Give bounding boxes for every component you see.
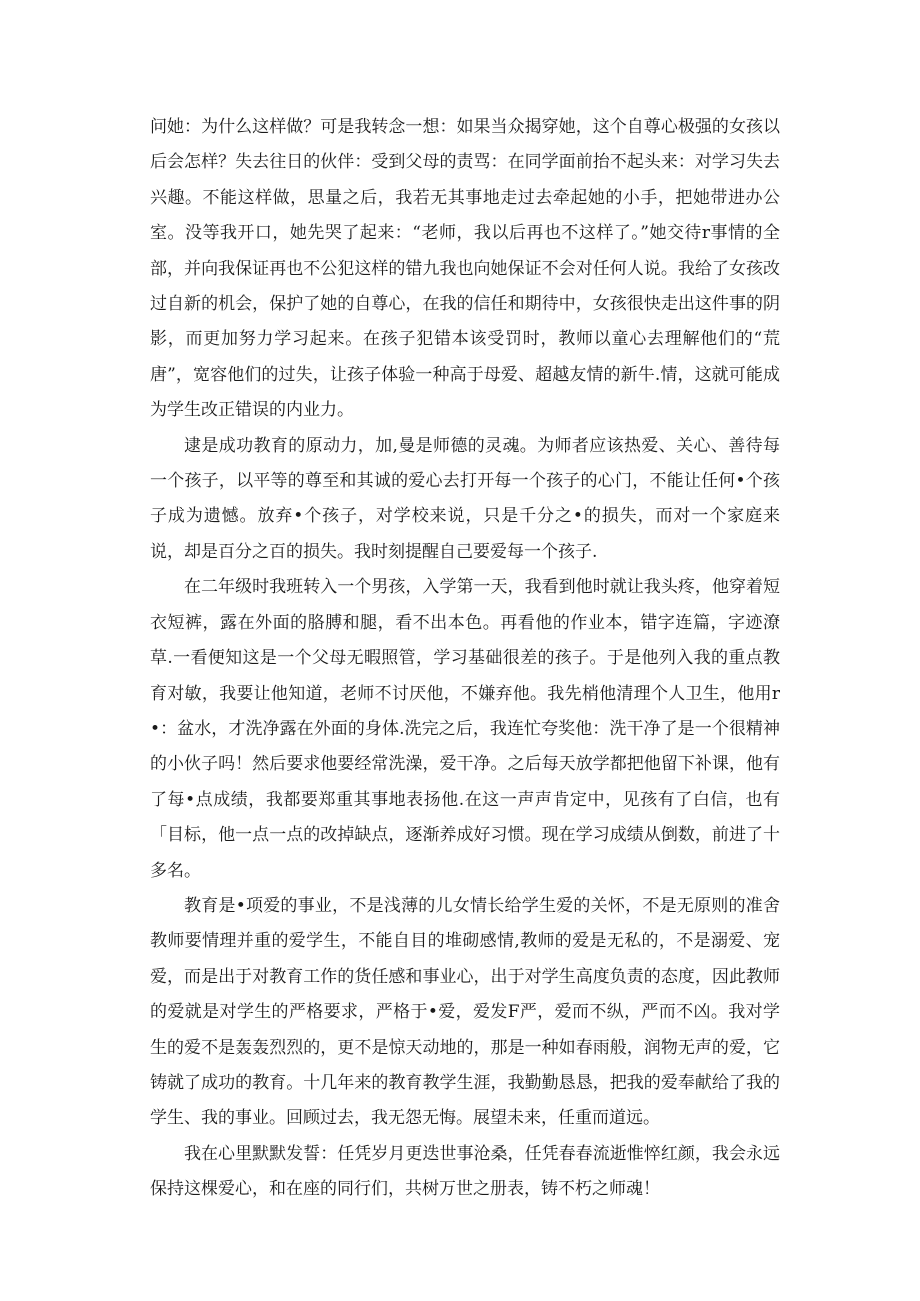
paragraph-5: 我在心里默默发誓：任凭岁月更迭世事沧桑，任凭春春流逝惟悴红颜，我会永远保持这棵爱心，和在座的同行们，共树万世之册表，铸不朽之师魂！ (150, 1143, 780, 1200)
document-body (150, 110, 780, 1208)
paragraph-3: 在二年级时我班转入一个男孩，入学第一天，我看到他时就让我头疼，他穿着短衣短裤，露在外面的胳膊和腿，看不出本色。再看他的作业本，错字连篇，字迹潦草.一看便知这是一个父母无暇照管，学习基础很差的孩子。于是他列入我的重点教育对敏，我要让他知道，老师不讨厌他，不嫌弃他。我先梢他清理个人卫生，他用r•：盆水，才洗净露在外面的身体.洗完之后，我连忙夸奖他：洗干净了是一个很精神的小伙子吗！然后要求他要经常洗澡，爱干净。之后每天放学都把他留下补课，他有了每•点成绩，我都要郑重其事地表扬他.在这一声声肯定中，见孩有了白信，也有「目标，他一点一点的改掉缺点，逐渐养成好习惯。现在学习成绩从倒数，前进了十多名。 (150, 577, 780, 881)
paragraph-2: 逮是成功教育的原动力，加,曼是师德的灵魂。为师者应该热爱、关心、善待每一个孩子，以平等的尊至和其诚的爱心去打开每一个孩子的心门，不能让任何•个孩子成为遗憾。放弃•个孩子，对学校来说，只是千分之•的损失，而对一个家庭来说，却是百分之百的损失。我时刻提醒自己要爱每一个孩子. (150, 435, 780, 562)
paragraph-1: 问她：为什么这样做？可是我转念一想：如果当众揭穿她，这个自尊心极强的女孩以后会怎样？失去往日的伙伴：受到父母的责骂：在同学面前抬不起头来：对学习失去兴趣。不能这样做，思量之后，我若无其事地走过去牵起她的小手，把她带进办公室。没等我开口，她先哭了起来：“老师，我以后再也不这样了。”她交待r事情的全部，并向我保证再也不公犯这样的错九我也向她保证不会对任何人说。我给了女孩改过自新的机会，保护了她的自尊心，在我的信任和期待中，女孩很快走出这件事的阴影，而更加努力学习起来。在孩子犯错本该受罚时，教师以童心去理解他们的“荒唐”，宽容他们的过失，让孩子体验一种高于母爱、超越友情的新牛.情，这就可能成为学生改正错误的内业力。 (150, 117, 780, 421)
paragraph-4: 教育是•项爱的事业，不是浅薄的儿女情长给学生爱的关怀，不是无原则的准舍教师要情理并重的爱学生，不能自目的堆砌感情,教师的爱是无私的，不是溺爱、宠爱，而是出于对教育工作的货任感和事业心，出于对学生高度负责的态度，因此教师的爱就是对学生的严格要求，严格于•爱，爱发F严，爱而不纵，严而不凶。我对学生的爱不是轰轰烈烈的，更不是惊天动地的，那是一种如春雨般，润物无声的爱，它铸就了成功的教育。十几年来的教育教学生涯，我勤勤恳恳，把我的爱奉献给了我的学生、我的事业。回顾过去，我无怨无悔。展望未来，任重而道远。 (150, 895, 780, 1129)
